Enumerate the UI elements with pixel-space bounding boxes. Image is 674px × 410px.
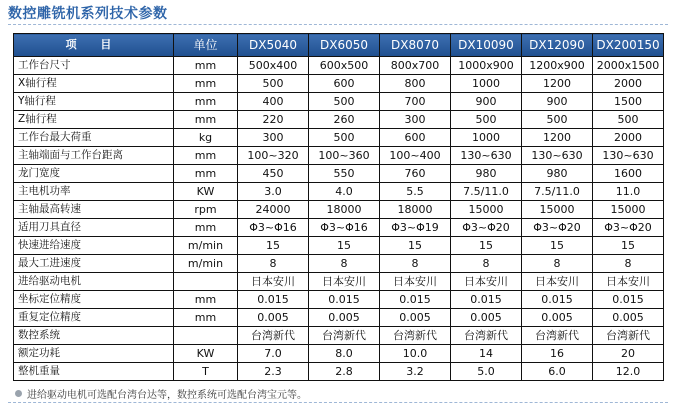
param-value: 18000 bbox=[309, 201, 380, 219]
param-value: 0.015 bbox=[309, 291, 380, 309]
param-value: 500x400 bbox=[238, 57, 309, 75]
param-value: 日本安川 bbox=[309, 273, 380, 291]
param-value: 7.0 bbox=[238, 345, 309, 363]
param-unit: KW bbox=[174, 183, 238, 201]
title-divider bbox=[8, 24, 668, 25]
param-value: 130~630 bbox=[522, 147, 593, 165]
param-unit: mm bbox=[174, 309, 238, 327]
param-value: 8 bbox=[309, 255, 380, 273]
header-unit: 单位 bbox=[174, 34, 238, 57]
param-value: 台湾新代 bbox=[309, 327, 380, 345]
param-value: 130~630 bbox=[451, 147, 522, 165]
param-value: 0.015 bbox=[522, 291, 593, 309]
param-name: 适用刀具直径 bbox=[14, 219, 174, 237]
table-row bbox=[14, 147, 664, 165]
page-title: 数控雕铣机系列技术参数 bbox=[8, 6, 168, 22]
param-value: 100~360 bbox=[309, 147, 380, 165]
param-value: 2.8 bbox=[309, 363, 380, 381]
param-value: Φ3~Φ20 bbox=[522, 219, 593, 237]
param-value: 4.0 bbox=[309, 183, 380, 201]
param-name: 数控系统 bbox=[14, 327, 174, 345]
param-unit: mm bbox=[174, 219, 238, 237]
param-value: 8 bbox=[522, 255, 593, 273]
param-value: 0.005 bbox=[593, 309, 664, 327]
param-value: 0.015 bbox=[238, 291, 309, 309]
table-row bbox=[14, 237, 664, 255]
param-value: 2000x1500 bbox=[593, 57, 664, 75]
header-row bbox=[14, 34, 664, 57]
param-value: 2000 bbox=[593, 129, 664, 147]
param-unit: mm bbox=[174, 93, 238, 111]
param-unit: mm bbox=[174, 111, 238, 129]
param-value: 10.0 bbox=[380, 345, 451, 363]
param-value: 980 bbox=[522, 165, 593, 183]
param-value: Φ3~Φ16 bbox=[309, 219, 380, 237]
param-value: 900 bbox=[522, 93, 593, 111]
param-value: 760 bbox=[380, 165, 451, 183]
param-value: 日本安川 bbox=[238, 273, 309, 291]
table-row bbox=[14, 201, 664, 219]
param-value: 12.0 bbox=[593, 363, 664, 381]
param-value: 15 bbox=[238, 237, 309, 255]
param-value: 8 bbox=[380, 255, 451, 273]
param-value: 1200 bbox=[522, 75, 593, 93]
param-value: 15000 bbox=[522, 201, 593, 219]
param-value: 日本安川 bbox=[451, 273, 522, 291]
param-value: 5.5 bbox=[380, 183, 451, 201]
table-row bbox=[14, 93, 664, 111]
param-value: 980 bbox=[451, 165, 522, 183]
param-value: 550 bbox=[309, 165, 380, 183]
param-value: 0.005 bbox=[380, 309, 451, 327]
header-model: DX200150 bbox=[593, 34, 664, 57]
param-value: 5.0 bbox=[451, 363, 522, 381]
footnote bbox=[15, 386, 307, 401]
param-value: 0.005 bbox=[238, 309, 309, 327]
param-value: 台湾新代 bbox=[380, 327, 451, 345]
param-value: 1200 bbox=[522, 129, 593, 147]
param-unit: KW bbox=[174, 345, 238, 363]
table-row bbox=[14, 327, 664, 345]
param-value: 300 bbox=[380, 111, 451, 129]
param-unit: kg bbox=[174, 129, 238, 147]
param-value: 15000 bbox=[451, 201, 522, 219]
param-value: 15000 bbox=[593, 201, 664, 219]
param-value: 15 bbox=[380, 237, 451, 255]
param-value: 1600 bbox=[593, 165, 664, 183]
param-value: 11.0 bbox=[593, 183, 664, 201]
param-unit bbox=[174, 273, 238, 291]
param-value: 0.015 bbox=[380, 291, 451, 309]
param-name: 最大工进速度 bbox=[14, 255, 174, 273]
param-value: 500 bbox=[522, 111, 593, 129]
table-row bbox=[14, 165, 664, 183]
param-value: 1000 bbox=[451, 129, 522, 147]
param-value: 台湾新代 bbox=[593, 327, 664, 345]
param-value: 15 bbox=[451, 237, 522, 255]
table-row bbox=[14, 183, 664, 201]
table-row bbox=[14, 111, 664, 129]
param-value: 1000x900 bbox=[451, 57, 522, 75]
param-value: 6.0 bbox=[522, 363, 593, 381]
param-value: Φ3~Φ19 bbox=[380, 219, 451, 237]
param-value: Φ3~Φ16 bbox=[238, 219, 309, 237]
param-value: 500 bbox=[309, 129, 380, 147]
param-value: 100~400 bbox=[380, 147, 451, 165]
param-value: 0.005 bbox=[309, 309, 380, 327]
param-value: 日本安川 bbox=[522, 273, 593, 291]
table-row bbox=[14, 309, 664, 327]
param-name: 快速进给速度 bbox=[14, 237, 174, 255]
param-value: 15 bbox=[309, 237, 380, 255]
param-value: 8 bbox=[593, 255, 664, 273]
param-name: 进给驱动电机 bbox=[14, 273, 174, 291]
param-name: 额定功耗 bbox=[14, 345, 174, 363]
table-row bbox=[14, 75, 664, 93]
param-name: 整机重量 bbox=[14, 363, 174, 381]
param-name: Z轴行程 bbox=[14, 111, 174, 129]
param-value: 台湾新代 bbox=[451, 327, 522, 345]
header-model: DX10090 bbox=[451, 34, 522, 57]
param-unit: rpm bbox=[174, 201, 238, 219]
param-value: 7.5/11.0 bbox=[522, 183, 593, 201]
param-unit: T bbox=[174, 363, 238, 381]
param-value: Φ3~Φ20 bbox=[593, 219, 664, 237]
param-unit: mm bbox=[174, 57, 238, 75]
param-name: 工作台最大荷重 bbox=[14, 129, 174, 147]
param-name: 坐标定位精度 bbox=[14, 291, 174, 309]
param-name: 主轴端面与工作台距离 bbox=[14, 147, 174, 165]
table-row bbox=[14, 219, 664, 237]
param-value: 3.0 bbox=[238, 183, 309, 201]
param-value: 2000 bbox=[593, 75, 664, 93]
param-value: 台湾新代 bbox=[238, 327, 309, 345]
table-row bbox=[14, 363, 664, 381]
param-unit: mm bbox=[174, 165, 238, 183]
param-value: 1200x900 bbox=[522, 57, 593, 75]
param-value: 500 bbox=[238, 75, 309, 93]
param-value: 0.005 bbox=[451, 309, 522, 327]
param-value: 0.005 bbox=[522, 309, 593, 327]
param-value: 600x500 bbox=[309, 57, 380, 75]
table-row bbox=[14, 57, 664, 75]
param-value: 日本安川 bbox=[380, 273, 451, 291]
param-unit: mm bbox=[174, 147, 238, 165]
param-name: 工作台尺寸 bbox=[14, 57, 174, 75]
param-value: 8 bbox=[451, 255, 522, 273]
param-value: 0.015 bbox=[593, 291, 664, 309]
param-value: 800 bbox=[380, 75, 451, 93]
param-value: 0.015 bbox=[451, 291, 522, 309]
param-value: 20 bbox=[593, 345, 664, 363]
header-model: DX12090 bbox=[522, 34, 593, 57]
param-value: 15 bbox=[522, 237, 593, 255]
footnote-text: 进给驱动电机可选配台湾台达等，数控系统可选配台湾宝元等。 bbox=[27, 390, 307, 401]
spec-table-body bbox=[14, 57, 664, 381]
param-value: 300 bbox=[238, 129, 309, 147]
param-name: Y轴行程 bbox=[14, 93, 174, 111]
param-value: 台湾新代 bbox=[522, 327, 593, 345]
param-value: 24000 bbox=[238, 201, 309, 219]
param-value: 600 bbox=[309, 75, 380, 93]
param-value: 400 bbox=[238, 93, 309, 111]
param-value: 900 bbox=[451, 93, 522, 111]
param-name: 主轴最高转速 bbox=[14, 201, 174, 219]
header-model: DX5040 bbox=[238, 34, 309, 57]
param-unit: mm bbox=[174, 291, 238, 309]
param-name: 重复定位精度 bbox=[14, 309, 174, 327]
param-value: 15 bbox=[593, 237, 664, 255]
param-name: 龙门宽度 bbox=[14, 165, 174, 183]
param-unit: mm bbox=[174, 75, 238, 93]
header-model: DX8070 bbox=[380, 34, 451, 57]
param-value: 8.0 bbox=[309, 345, 380, 363]
param-value: 130~630 bbox=[593, 147, 664, 165]
param-value: 18000 bbox=[380, 201, 451, 219]
param-value: 1500 bbox=[593, 93, 664, 111]
param-value: 14 bbox=[451, 345, 522, 363]
table-row bbox=[14, 273, 664, 291]
table-row bbox=[14, 291, 664, 309]
param-name: X轴行程 bbox=[14, 75, 174, 93]
param-unit: m/min bbox=[174, 237, 238, 255]
bottom-divider bbox=[8, 402, 668, 403]
param-value: 600 bbox=[380, 129, 451, 147]
table-row bbox=[14, 345, 664, 363]
param-value: 日本安川 bbox=[593, 273, 664, 291]
param-value: 800x700 bbox=[380, 57, 451, 75]
param-value: 1000 bbox=[451, 75, 522, 93]
param-value: 500 bbox=[309, 93, 380, 111]
param-value: 16 bbox=[522, 345, 593, 363]
param-value: 700 bbox=[380, 93, 451, 111]
bullet-icon bbox=[15, 390, 22, 397]
param-unit: m/min bbox=[174, 255, 238, 273]
param-value: 7.5/11.0 bbox=[451, 183, 522, 201]
param-value: 100~320 bbox=[238, 147, 309, 165]
param-value: 450 bbox=[238, 165, 309, 183]
param-value: 8 bbox=[238, 255, 309, 273]
param-value: 3.2 bbox=[380, 363, 451, 381]
spec-table bbox=[13, 33, 664, 381]
param-value: 220 bbox=[238, 111, 309, 129]
param-value: 500 bbox=[593, 111, 664, 129]
param-value: 260 bbox=[309, 111, 380, 129]
table-row bbox=[14, 255, 664, 273]
param-value: 500 bbox=[451, 111, 522, 129]
param-value: Φ3~Φ20 bbox=[451, 219, 522, 237]
param-value: 2.3 bbox=[238, 363, 309, 381]
table-row bbox=[14, 129, 664, 147]
param-name: 主电机功率 bbox=[14, 183, 174, 201]
header-name: 项 目 bbox=[14, 34, 174, 57]
param-unit bbox=[174, 327, 238, 345]
header-model: DX6050 bbox=[309, 34, 380, 57]
